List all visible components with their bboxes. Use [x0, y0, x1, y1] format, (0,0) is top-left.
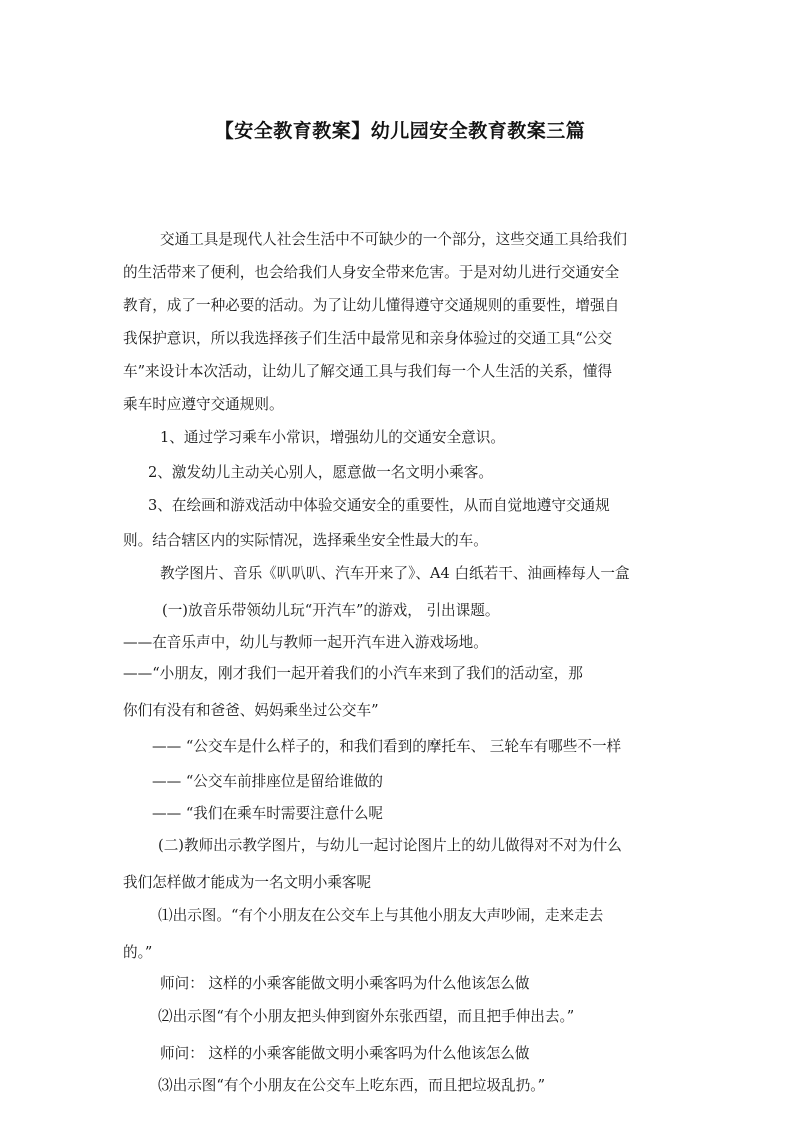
body-line-2: 的生活带来了便利，也会给我们人身安全带来危害。于是对幼儿进行交通安全 — [123, 264, 620, 281]
teacher-question-2: 师问： 这样的小乘客能做文明小乘客吗为什么他该怎么做 — [160, 1045, 530, 1062]
body-line-1: 交通工具是现代人社会生活中不可缺少的一个部分，这些交通工具给我们 — [160, 231, 628, 248]
body-line-5: 车”来设计本次活动，让幼儿了解交通工具与我们每一个人生活的关系，懂得 — [123, 363, 613, 380]
teacher-question-1: 师问： 这样的小乘客能做文明小乘客吗为什么他该怎么做 — [160, 975, 530, 992]
dialog-line-2: ——“小朋友，刚才我们一起开着我们的小汽车来到了我们的活动室，那 — [123, 665, 583, 682]
body-line-3: 教育，成了一种必要的活动。为了让幼儿懂得遵守交通规则的重要性，增强自 — [123, 297, 620, 314]
step-1-heading: (一)放音乐带领幼儿玩“开汽车”的游戏， 引出课题。 — [162, 602, 500, 619]
objective-1: 1、通过学习乘车小常识，增强幼儿的交通安全意识。 — [160, 429, 505, 446]
body-line-6: 乘车时应遵守交通规则。 — [123, 396, 284, 413]
dialog-line-3: —— “公交车是什么样子的，和我们看到的摩托车、 三轮车有哪些不一样 — [152, 738, 622, 755]
materials-line: 教学图片、音乐《叭叭叭、汽车开来了》、A4 白纸若干、油画棒每人一盒 — [160, 565, 630, 582]
dialog-line-2-cont: 你们有没有和爸爸、妈妈乘坐过公交车” — [123, 702, 379, 719]
picture-1-line-cont: 的。” — [123, 944, 153, 961]
body-line-4: 我保护意识，所以我选择孩子们生活中最常见和亲身体验过的交通工具“公交 — [123, 330, 613, 347]
picture-1-line: ⑴出示图。“有个小朋友在公交车上与其他小朋友大声吵闹，走来走去 — [158, 907, 604, 924]
objective-3-cont: 则。结合辖区内的实际情况，选择乘坐安全性最大的车。 — [123, 532, 488, 549]
step-2-heading: (二)教师出示教学图片，与幼儿一起讨论图片上的幼儿做得对不对为什么 — [158, 837, 622, 854]
objective-2: 2、激发幼儿主动关心别人，愿意做一名文明小乘客。 — [148, 464, 493, 481]
picture-3-line: ⑶出示图“有个小朋友在公交车上吃东西，而且把垃圾乱扔。” — [158, 1077, 546, 1094]
objective-3: 3、在绘画和游戏活动中体验交通安全的重要性，从而自觉地遵守交通规 — [148, 497, 610, 514]
dialog-line-4: —— “公交车前排座位是留给谁做的 — [152, 773, 384, 790]
document-title: 【安全教育教案】幼儿园安全教育教案三篇 — [214, 120, 586, 142]
dialog-line-1: ——在音乐声中，幼儿与教师一起开汽车进入游戏场地。 — [123, 634, 488, 651]
picture-2-line: ⑵出示图“有个小朋友把头伸到窗外东张西望，而且把手伸出去。” — [158, 1008, 575, 1025]
dialog-line-5: —— “我们在乘车时需要注意什么呢 — [152, 805, 384, 822]
step-2-heading-cont: 我们怎样做才能成为一名文明小乘客呢 — [123, 874, 372, 891]
